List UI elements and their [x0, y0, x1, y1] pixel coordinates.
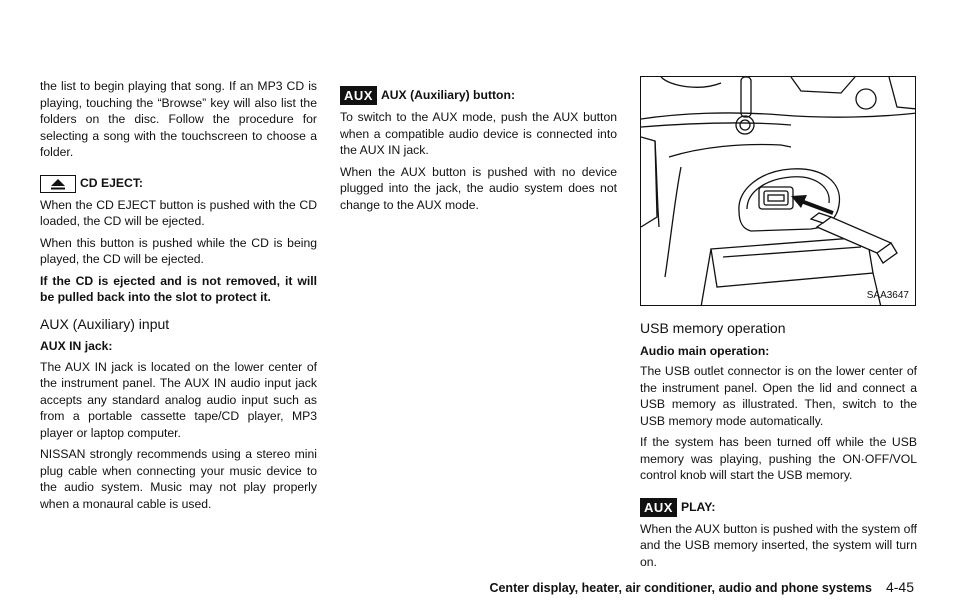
cd-eject-heading: CD EJECT: — [80, 176, 143, 191]
footer-title: Center display, heater, air conditioner, audio and phone systems — [489, 581, 872, 595]
intro-paragraph: the list to begin playing that song. If an MP3 CD is playing, touching the “Browse” key will also list the folders on the disc. Follow the procedure for selecting a song with the touchscreen to choose a folder. — [40, 79, 317, 159]
aux-jack-paragraph-2: NISSAN strongly recommends using a stereo mini plug cable when connecting your music device to the audio system. Music may not play properly when a monaural cable is used. — [40, 447, 317, 511]
page-footer — [489, 579, 914, 595]
usb-section-title: USB memory operation — [640, 320, 786, 336]
column-3 — [640, 320, 917, 575]
cd-eject-warning: If the CD is ejected and is not removed, it will be pulled back into the slot to protect it. — [40, 273, 317, 304]
aux-icon: AUX — [640, 498, 677, 517]
cd-eject-paragraph-2: When this button is pushed while the CD is being played, the CD will be ejected. — [40, 235, 317, 266]
cd-eject-paragraph-1: When the CD EJECT button is pushed with the CD loaded, the CD will be ejected. — [40, 197, 317, 228]
cd-eject-header — [40, 175, 317, 193]
aux-button-header — [340, 86, 617, 105]
usb-port-drawing — [641, 77, 916, 306]
play-paragraph: When the AUX button is pushed with the system off and the USB memory inserted, the system will turn on. — [640, 521, 917, 569]
aux-button-heading: AUX (Auxiliary) button: — [380, 88, 516, 103]
column-1 — [40, 78, 317, 517]
aux-icon: AUX — [340, 86, 377, 105]
page-number: 4-45 — [885, 579, 914, 595]
audio-main-paragraph-2: If the system has been turned off while the USB memory was playing, pushing the ON·OFF/VOL control knob will start the USB memory. — [640, 435, 917, 482]
audio-main-paragraph-1: The USB outlet connector is on the lower center of the instrument panel. Open the lid and connect a USB memory as illustrated. Then, switch to the USB memory mode automatically. — [640, 364, 917, 428]
eject-icon — [40, 175, 76, 193]
figure-label: SAA3647 — [866, 290, 909, 301]
play-heading: PLAY: — [680, 499, 716, 514]
usb-illustration — [640, 76, 916, 306]
aux-button-paragraph-2: When the AUX button is pushed with no device plugged into the jack, the audio system does not change to the AUX mode. — [340, 164, 617, 212]
column-2 — [340, 86, 617, 218]
audio-main-heading: Audio main operation: — [640, 343, 770, 358]
play-header — [640, 498, 917, 517]
aux-jack-heading: AUX IN jack: — [40, 339, 113, 353]
aux-input-section-title: AUX (Auxiliary) input — [40, 315, 170, 332]
aux-button-paragraph-1: To switch to the AUX mode, push the AUX button when a compatible audio device is connected into the AUX IN jack. — [340, 110, 617, 157]
aux-jack-paragraph-1: The AUX IN jack is located on the lower center of the instrument panel. The AUX IN audio input jack accepts any standard analog audio input such as from a portable cassette tape/CD player, MP3 player or laptop computer. — [40, 359, 317, 440]
